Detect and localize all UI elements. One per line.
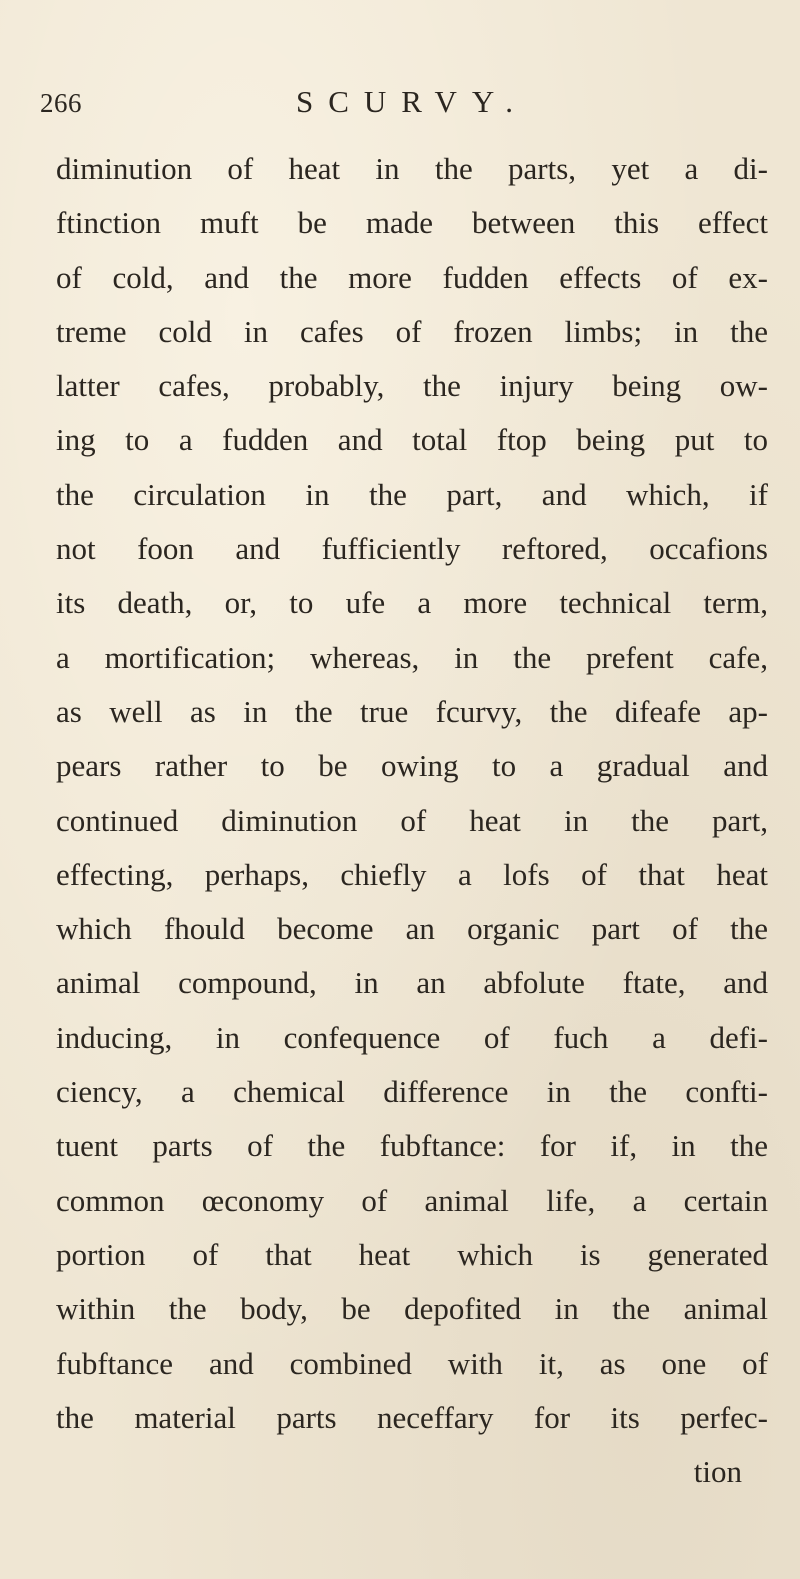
- text-line: ciency, a chemical difference in the confti-: [56, 1074, 768, 1110]
- text-line: inducing, in confequence of fuch a defi-: [56, 1019, 768, 1055]
- text-line: not foon and fufficiently reftored, occafions: [56, 531, 768, 567]
- text-line: ing to a fudden and total ftop being put to: [56, 422, 768, 458]
- text-line: effecting, perhaps, chiefly a lofs of that heat: [56, 856, 768, 892]
- running-head: SCURVY.: [296, 84, 529, 119]
- text-line: a mortification; whereas, in the prefent cafe,: [56, 639, 768, 675]
- text-line: pears rather to be owing to a gradual and: [56, 748, 768, 784]
- page-number: 266: [40, 88, 82, 118]
- text-line: of cold, and the more fudden effects of ex-: [56, 259, 768, 295]
- body-text: [56, 142, 768, 1499]
- text-line: tuent parts of the fubftance: for if, in the: [56, 1128, 768, 1164]
- text-line: fubftance and combined with it, as one of: [56, 1345, 768, 1381]
- text-line: the material parts neceffary for its perfec-: [56, 1399, 768, 1435]
- text-line: ftinction muft be made between this effect: [56, 205, 768, 241]
- text-line: within the body, be depofited in the animal: [56, 1291, 768, 1327]
- text-line: portion of that heat which is generated: [56, 1236, 768, 1272]
- page-header: [40, 84, 760, 128]
- text-line: the circulation in the part, and which, if: [56, 476, 768, 512]
- text-line: latter cafes, probably, the injury being ow-: [56, 368, 768, 404]
- text-line: its death, or, to ufe a more technical term,: [56, 585, 768, 621]
- text-line: continued diminution of heat in the part,: [56, 802, 768, 838]
- catchword: tion: [693, 1454, 742, 1490]
- text-line: common œconomy of animal life, a certain: [56, 1182, 768, 1218]
- text-line: animal compound, in an abfolute ftate, and: [56, 965, 768, 1001]
- text-line: which fhould become an organic part of the: [56, 911, 768, 947]
- text-line: as well as in the true fcurvy, the difeafe ap-: [56, 693, 768, 729]
- text-line: diminution of heat in the parts, yet a di-: [56, 151, 768, 186]
- text-line: treme cold in cafes of frozen limbs; in the: [56, 313, 768, 349]
